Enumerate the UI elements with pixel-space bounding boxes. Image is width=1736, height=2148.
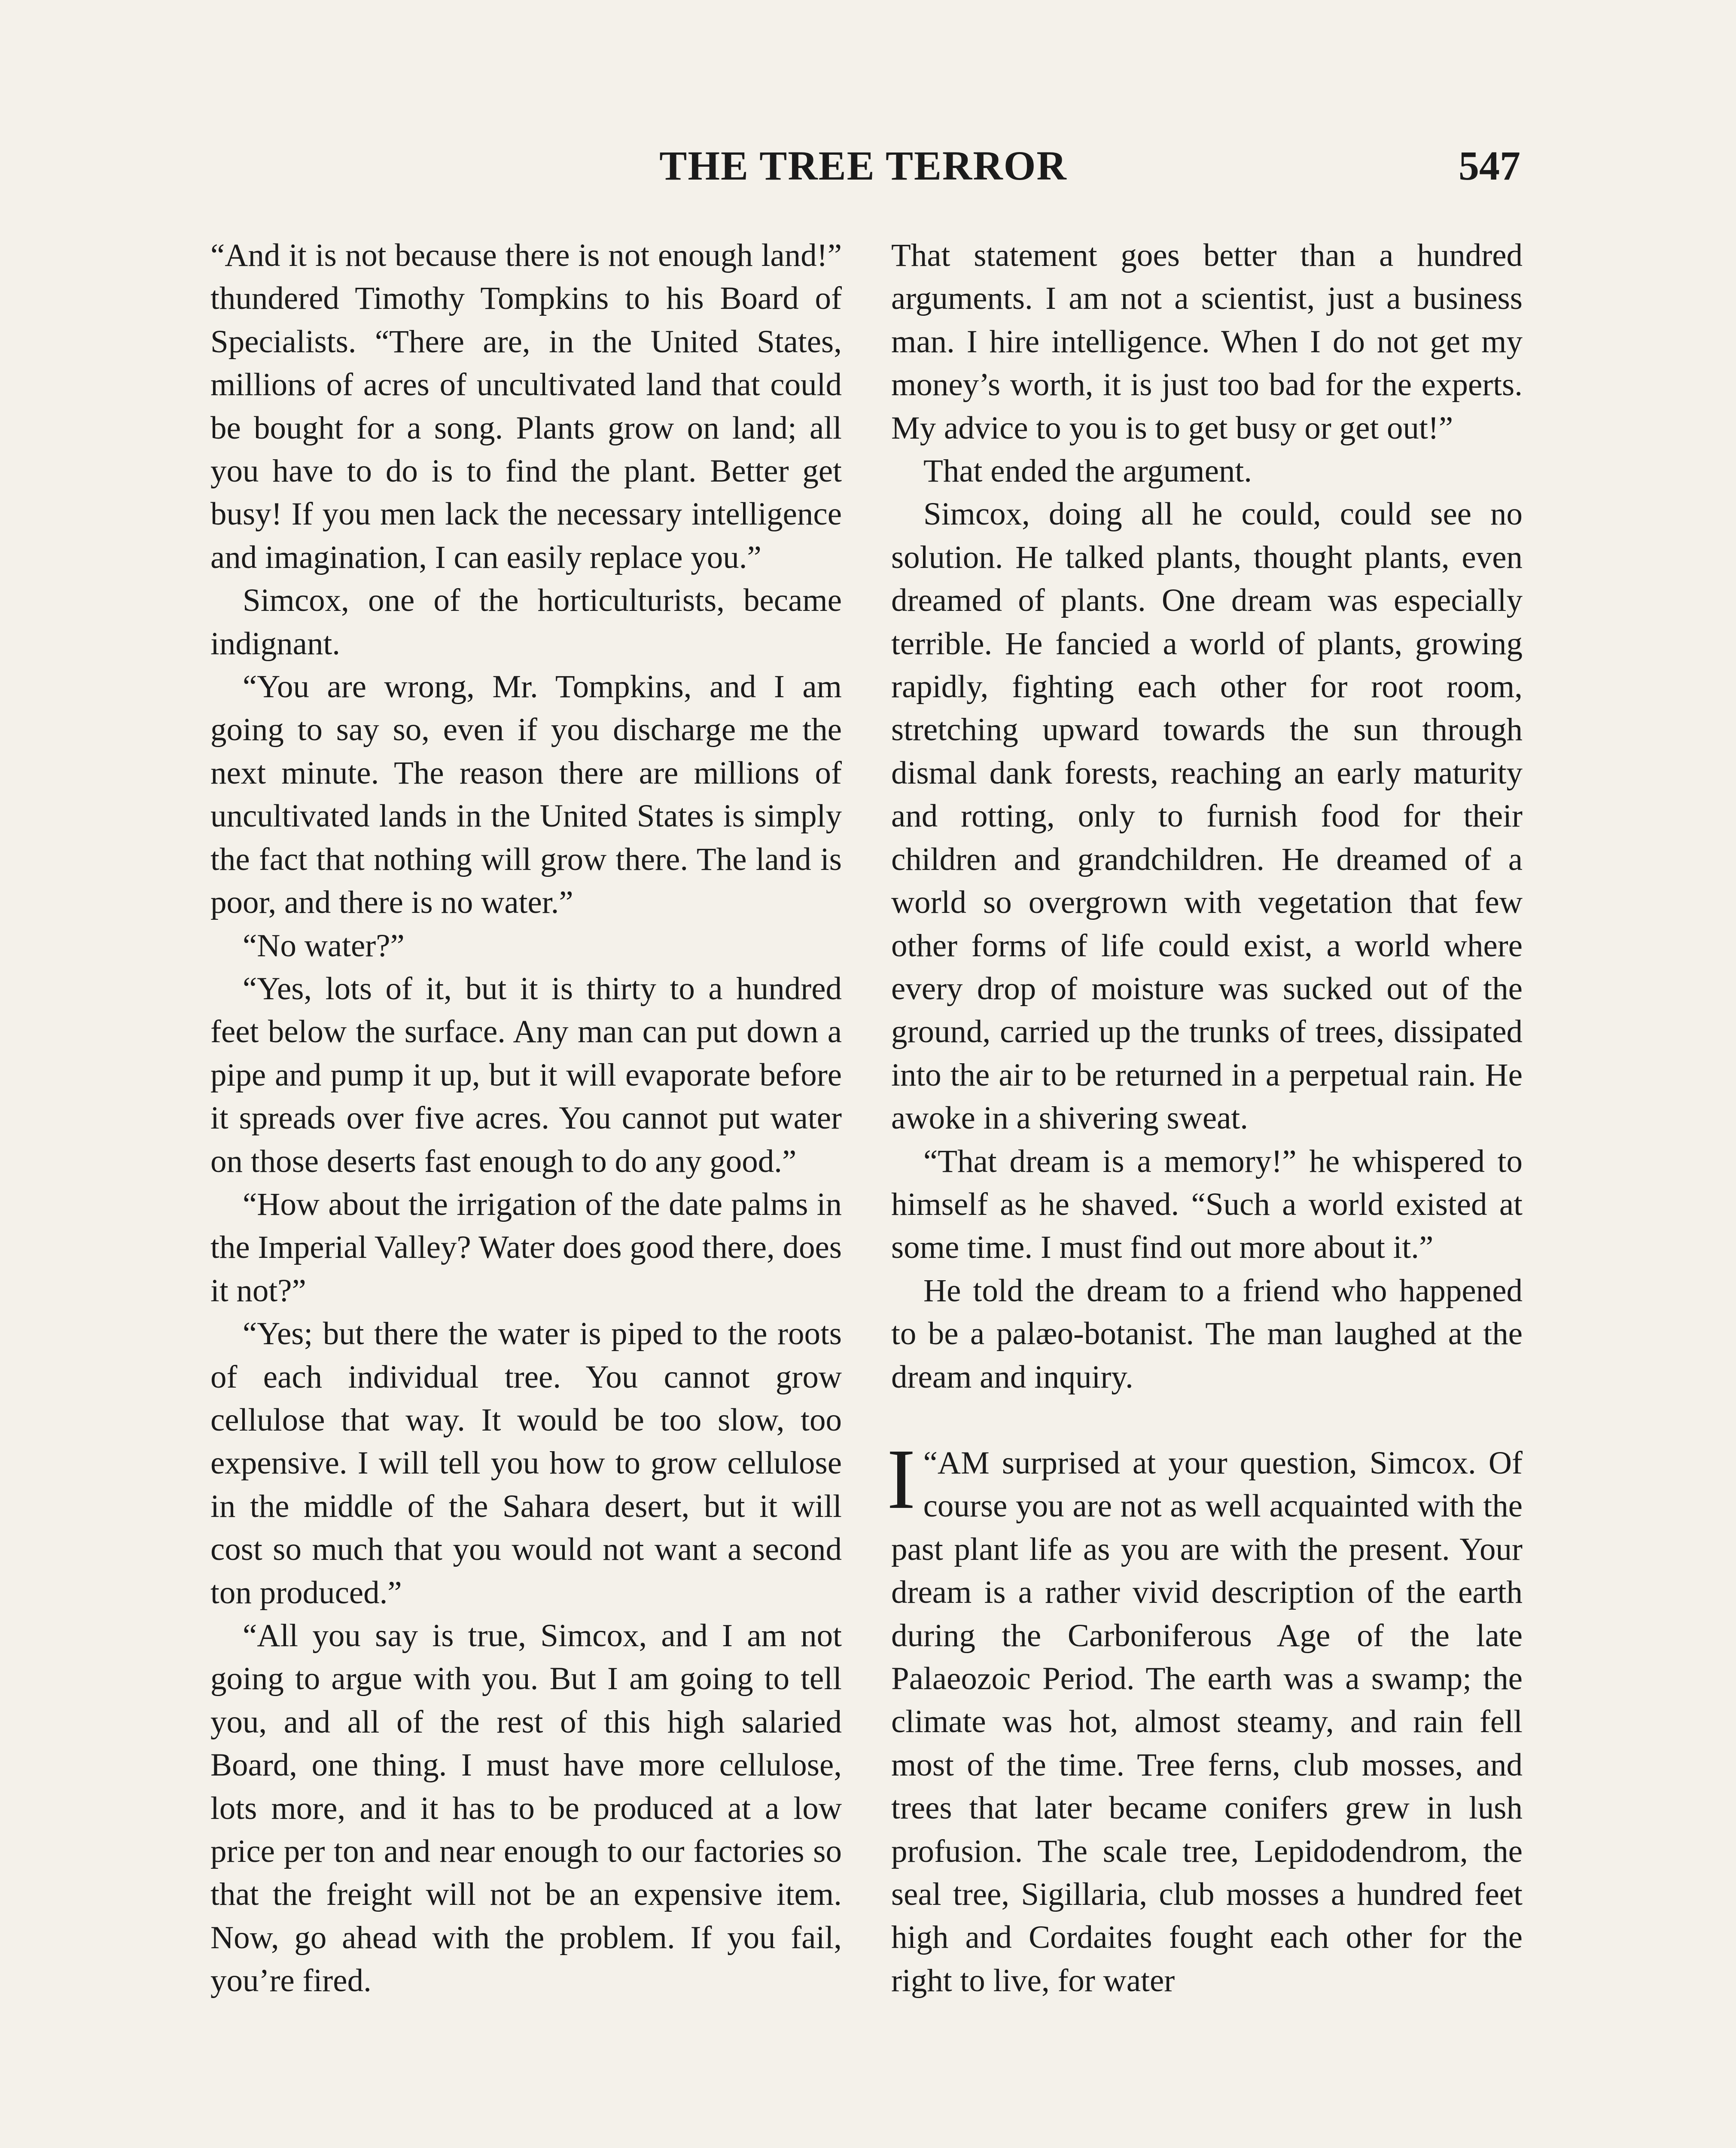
paragraph: “Yes; but there the water is piped to the roots of each individual tree. You cannot grow cellulose that way. It would be too slow, too expensive. I will tell you how to grow cellulose in the middle of the Sahara desert, but it will cost so much that you would not want a second ton produced.” (210, 1316, 842, 1611)
paragraph: He told the dream to a friend who happened to be a palæo-botanist. The man laughed at the dream and inquiry. (891, 1272, 1523, 1395)
section-opening-paragraph (887, 1431, 1523, 2002)
paragraph: “That dream is a memory!” he whispered to himself as he shaved. “Such a world existed at some time. I must find out more about it.” (891, 1143, 1523, 1266)
paragraph: “How about the irrigation of the date palms in the Imperial Valley? Water does good there, does it not?” (210, 1186, 842, 1309)
paragraph: “You are wrong, Mr. Tompkins, and I am going to say so, even if you discharge me the next minute. The reason there are millions of uncultivated lands in the United States is simply the fact that nothing will grow there. The land is poor, and there is no water.” (210, 669, 842, 921)
drop-cap-letter: I (887, 1431, 916, 1527)
running-title: THE TREE TERROR (659, 143, 1067, 189)
left-column (210, 234, 842, 2003)
paragraph: “All you say is true, Simcox, and I am not going to argue with you. But I am going to tell you, and all of the rest of this high salaried Board, one thing. I must have more cellulose, lots more, and it has to be produced at a low price per ton and near enough to our factories so that the freight will not be an expensive item. Now, go ahead with the problem. If you fail, you’re fired. (210, 1618, 842, 1999)
right-column (887, 234, 1523, 2002)
paragraph: “No water?” (243, 928, 405, 964)
paragraph: Simcox, doing all he could, could see no solution. He talked plants, thought plants, even dreamed of plants. One dream was especially terrible. He fancied a world of plants, growing rapidly, fighting each other for root room, stretching upward towards the sun through dismal dank forests, reaching an early maturity and rotting, only to furnish food for their children and grandchildren. He dreamed of a world so overgrown with vegetation that few other forms of life could exist, a world where every drop of moisture was sucked out of the ground, carried up the trunks of trees, dissipated into the air to be returned in a perpetual rain. He awoke in a shivering sweat. (891, 496, 1523, 1136)
paragraph: Simcox, one of the horticulturists, became indignant. (210, 583, 842, 662)
paragraph-text: AM surprised at your question, Simcox. Of course you are not as well acquainted with the past plant life as you are with the present. Your dream is a rather vivid description of the earth during the Carboniferous Age of the late Palaeozoic Period. The earth was a swamp; the climate was hot, almost steamy, and rain fell most of the time. Tree ferns, club mosses, and trees that later became conifers grew in lush profusion. The scale tree, Lepidodendrom, the seal tree, Sigillaria, club mosses a hundred feet high and Cordaites fought each other for the right to live, for water (891, 1445, 1523, 1998)
paragraph: That statement goes better than a hundred arguments. I am not a scientist, just a business man. I hire intelligence. When I do not get my money’s worth, it is just too bad for the experts. My advice to you is to get busy or get out!” (891, 238, 1523, 446)
paragraph: “And it is not because there is not enough land!” thundered Timothy Tompkins to his Board of Specialists. “There are, in the United States, millions of acres of uncultivated land that could be bought for a song. Plants grow on land; all you have to do is to find the plant. Better get busy! If you men lack the necessary intelligence and imagination, I can easily replace you.” (210, 238, 842, 575)
running-header (206, 142, 1520, 202)
page-number: 547 (1459, 143, 1520, 189)
paragraph: That ended the argument. (923, 453, 1252, 489)
opening-quote-mark: “ (923, 1445, 938, 1481)
paragraph: “Yes, lots of it, but it is thirty to a hundred feet below the surface. Any man can put down a pipe and pump it up, but it will evaporate before it spreads over five acres. You cannot put water on those deserts fast enough to do any good.” (210, 970, 842, 1179)
